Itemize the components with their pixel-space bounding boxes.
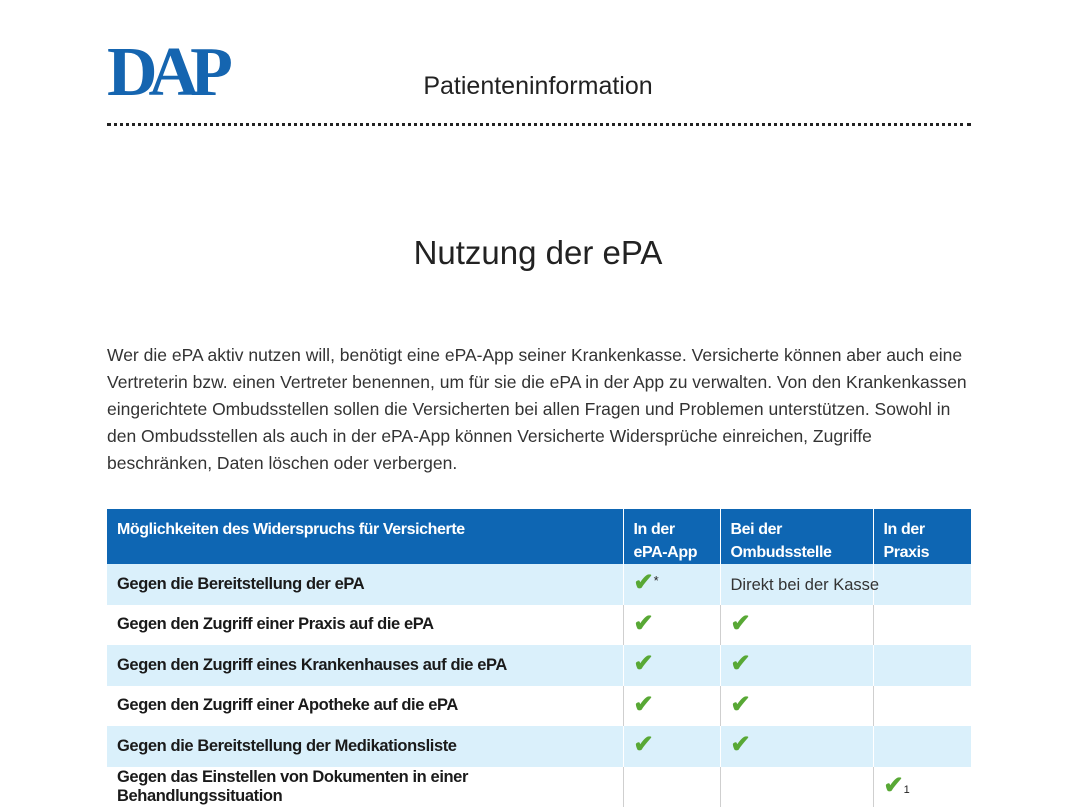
table-row — [107, 767, 971, 808]
header-title: Patienteninformation — [423, 72, 653, 100]
check-icon: ✔ — [633, 569, 654, 597]
header-options: Möglichkeiten des Widerspruchs für Versicherte — [107, 509, 623, 564]
cell-app — [623, 686, 720, 727]
cell-praxis — [873, 645, 971, 686]
header-app-label: In der ePA-App — [633, 521, 698, 561]
row-label: Gegen den Zugriff einer Praxis auf die ePA — [117, 615, 434, 634]
table-row — [107, 564, 971, 605]
table-row — [107, 726, 971, 767]
row-label: Gegen den Zugriff eines Krankenhauses auf die ePA — [107, 645, 623, 686]
objection-table — [107, 509, 971, 807]
asterisk-mark: * — [653, 573, 659, 589]
header-ombudsstelle — [720, 509, 873, 564]
cell-app — [623, 767, 720, 808]
footnote-mark: 1 — [903, 783, 910, 796]
cell-ombudsstelle — [720, 605, 873, 646]
table-row — [107, 605, 971, 646]
header-ombudsstelle-label: Bei der Ombudsstelle — [730, 521, 832, 561]
dap-logo: DAP — [107, 34, 224, 111]
check-icon: ✔ — [633, 650, 654, 678]
cell-praxis — [873, 767, 971, 808]
cell-ombudsstelle — [720, 767, 873, 808]
table-body — [107, 564, 971, 807]
cell-praxis — [873, 686, 971, 727]
cell-ombudsstelle — [720, 564, 880, 605]
cell-app — [623, 726, 720, 767]
check-icon: ✔ — [633, 690, 654, 718]
cell-ombudsstelle — [720, 726, 873, 767]
header-praxis — [873, 509, 971, 564]
cell-ombudsstelle — [720, 645, 873, 686]
cell-app — [623, 564, 720, 605]
check-icon: ✔ — [730, 609, 751, 637]
table-header-row — [107, 509, 971, 564]
header-app — [623, 509, 720, 564]
row-label: Gegen die Bereitstellung der ePA — [107, 564, 623, 605]
cell-praxis — [873, 605, 971, 646]
cell-ombudsstelle — [720, 686, 873, 727]
check-icon: ✔ — [730, 650, 751, 678]
ombudsstelle-text: Direkt bei der Kasse — [730, 576, 880, 595]
check-icon: ✔ — [633, 609, 654, 637]
check-icon: ✔ — [633, 731, 654, 759]
cell-praxis — [873, 726, 971, 767]
check-icon: ✔ — [883, 771, 904, 799]
cell-app — [623, 645, 720, 686]
table-row — [107, 686, 971, 727]
cell-praxis — [873, 564, 971, 605]
check-icon: ✔ — [730, 690, 751, 718]
header-praxis-label: In der Praxis — [883, 521, 930, 561]
row-label: Gegen das Einstellen von Dokumenten in einer Behandlungssituation — [117, 767, 468, 805]
intro-paragraph: Wer die ePA aktiv nutzen will, benötigt eine ePA-App seiner Krankenkasse. Versicherte können aber auch eine Vertreterin bzw. einen Vertreter benennen, um für sie die ePA in der App zu verwalten. Von den Krankenkassen eingerichtete Ombudsstellen sollen die Versicherten bei allen Fragen und Problemen unterstützen. Sowohl in den Ombudsstellen als auch in der ePA-App können Versicherte Widersprüche einreichen, Zugriffe beschränken, Daten löschen oder verbergen. — [107, 345, 967, 473]
table-row — [107, 645, 971, 686]
row-label: Gegen den Zugriff einer Apotheke auf die ePA — [117, 696, 458, 715]
page-title: Nutzung der ePA — [413, 234, 663, 271]
row-label: Gegen die Bereitstellung der Medikationsliste — [107, 726, 623, 767]
check-icon: ✔ — [730, 731, 751, 759]
cell-app — [623, 605, 720, 646]
dotted-divider — [107, 123, 971, 126]
